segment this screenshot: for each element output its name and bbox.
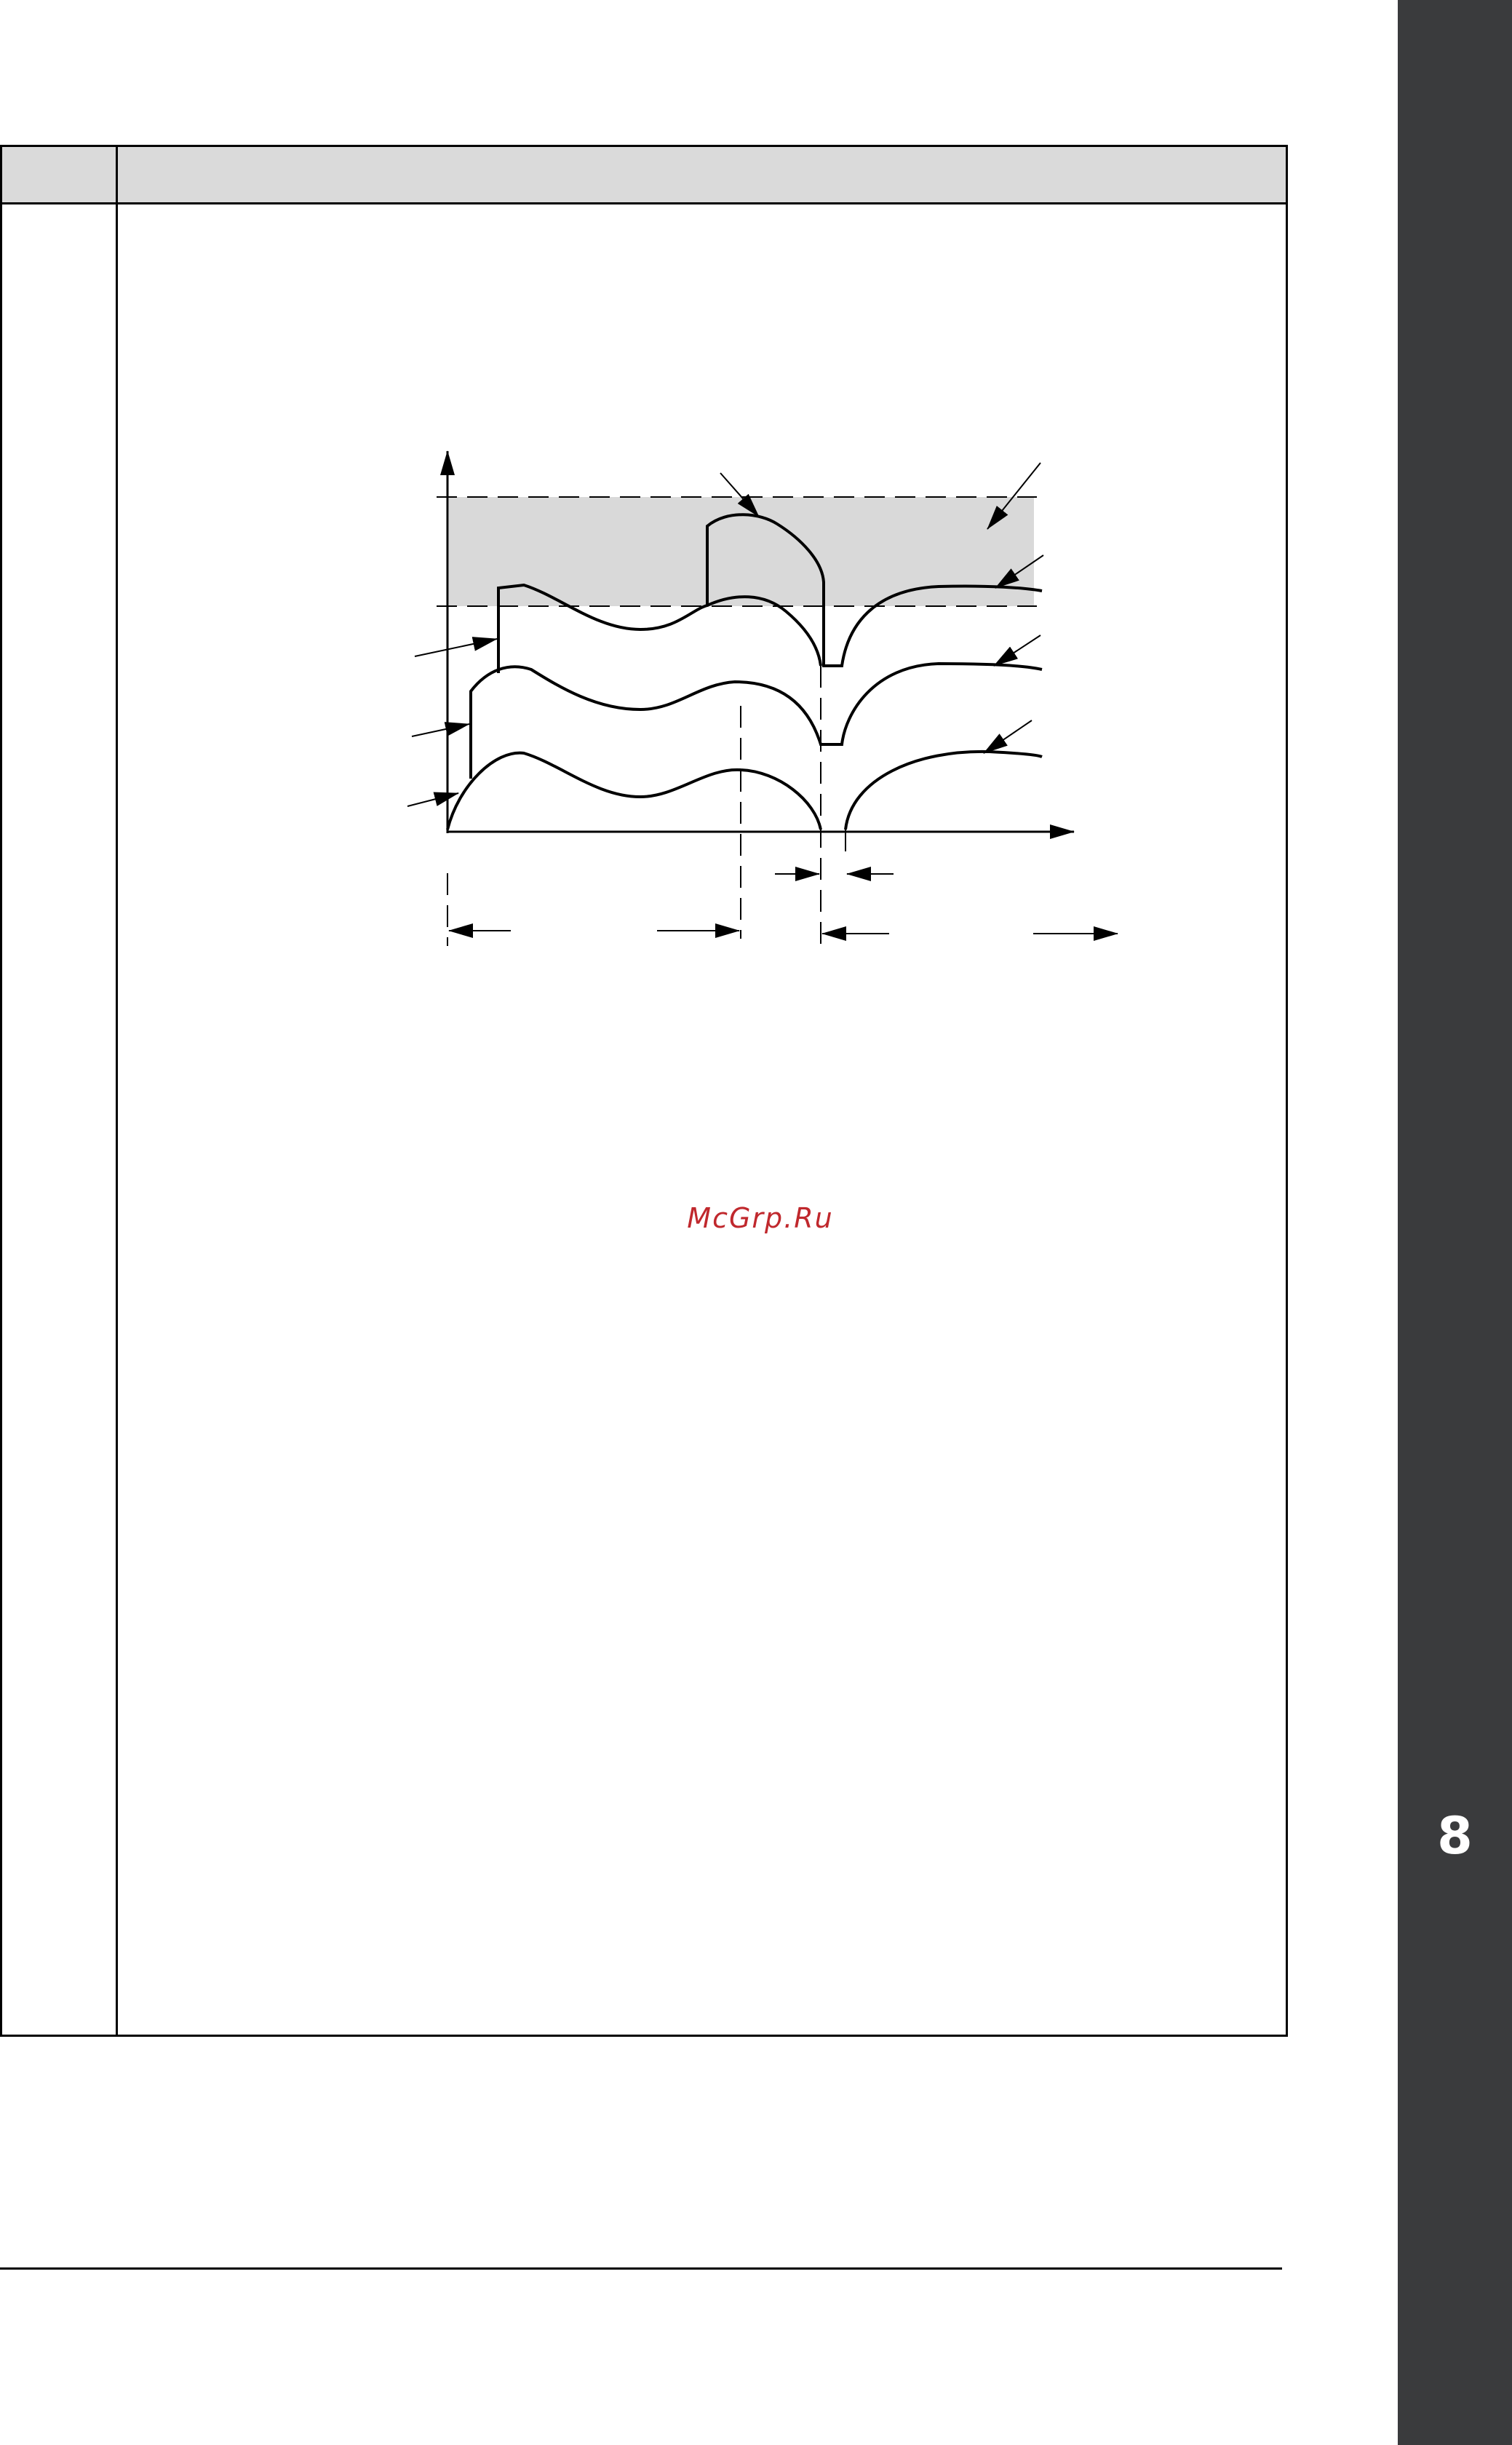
- pointer-arrow-left-top: [415, 639, 497, 656]
- table-header-row: [2, 147, 1286, 204]
- chapter-number: 8: [1437, 1806, 1473, 1866]
- pointer-arrow-middle-curve: [994, 635, 1041, 666]
- content-table: [0, 145, 1288, 2037]
- waveform-middle: [471, 664, 1042, 779]
- chapter-side-tab: [1398, 0, 1512, 2445]
- waveform-bottom: [447, 753, 821, 830]
- waveform-top-inner: [707, 597, 821, 666]
- pointer-arrow-left-bottom: [407, 793, 458, 806]
- waveform-diagram: [393, 437, 1135, 961]
- table-column-divider: [116, 147, 118, 2035]
- waveform-bottom-tail: [845, 752, 1042, 830]
- watermark-text: McGrp.Ru: [687, 1202, 834, 1234]
- pointer-arrow-bottom-curve: [984, 720, 1032, 753]
- pointer-arrow-left-middle: [412, 724, 469, 736]
- footer-divider: [0, 2267, 1282, 2270]
